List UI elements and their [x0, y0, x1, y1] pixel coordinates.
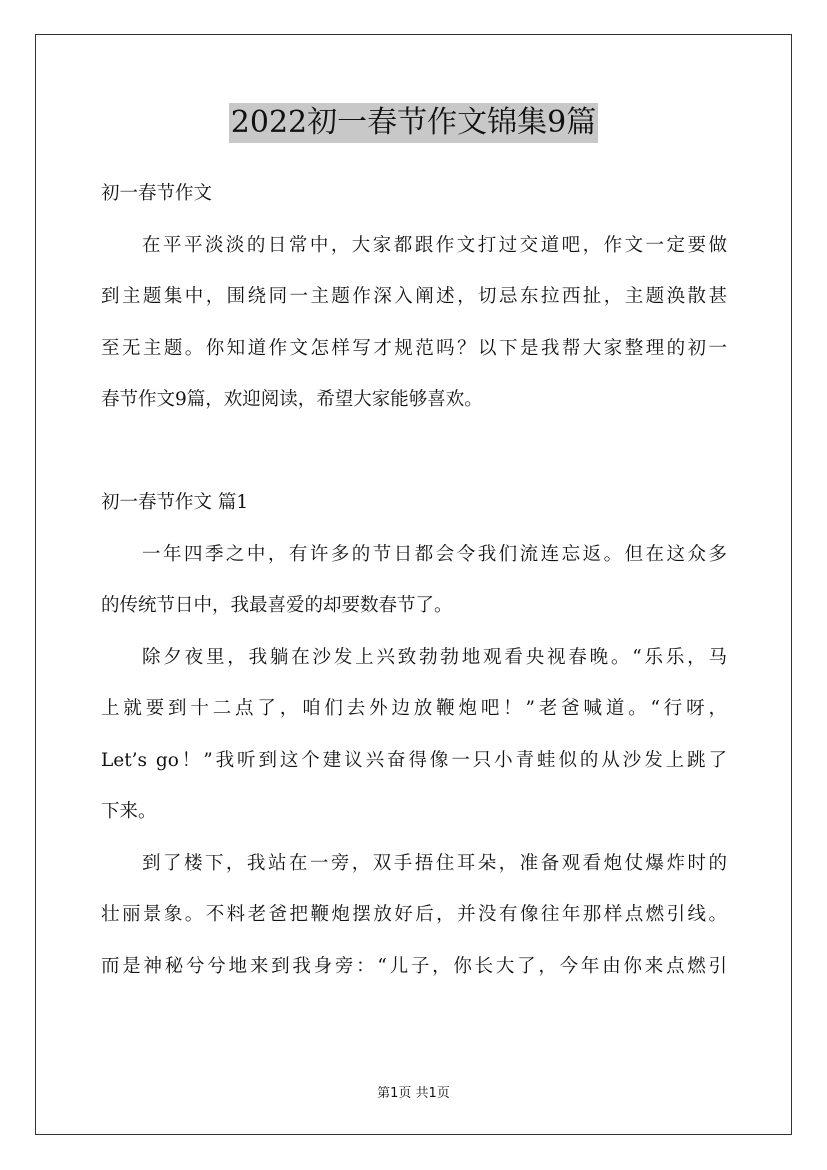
title-wrap [0, 103, 827, 143]
document-title: 2022初一春节作文锦集9篇 [229, 103, 598, 143]
paragraph-line: 到了楼下，我站在一旁，双手捂住耳朵，准备观看炮仗爆炸时的 [142, 852, 727, 874]
paragraph-line: 除夕夜里，我躺在沙发上兴致勃勃地观看央视春晚。“乐乐，马 [142, 646, 727, 668]
paragraph-line: 下来。 [101, 801, 157, 822]
paragraph-line: 上就要到十二点了，咱们去外边放鞭炮吧！”老爸喊道。“行呀， [101, 698, 727, 719]
intro-line: 在平平淡淡的日常中，大家都跟作文打过交道吧，作文一定要做 [142, 234, 727, 256]
intro-line: 至无主题。你知道作文怎样写才规范吗？以下是我帮大家整理的初一 [101, 337, 727, 359]
intro-heading: 初一春节作文 [101, 183, 213, 204]
paragraph-line: Let’s go！”我听到这个建议兴奋得像一只小青蛙似的从沙发上跳了 [101, 749, 727, 771]
paragraph-gap [101, 426, 727, 478]
section-heading: 初一春节作文 篇1 [101, 492, 249, 513]
intro-line: 春节作文9篇，欢迎阅读，希望大家能够喜欢。 [101, 389, 483, 410]
paragraph-line: 壮丽景象。不料老爸把鞭炮摆放好后，并没有像往年那样点燃引线。 [101, 904, 727, 925]
intro-line: 到主题集中，围绕同一主题作深入阐述，切忌东拉西扯，主题涣散甚 [101, 286, 727, 307]
paragraph-line: 一年四季之中，有许多的节日都会令我们流连忘返。但在这众多 [142, 543, 727, 565]
paragraph-line: 的传统节日中，我最喜爱的却要数春节了。 [101, 595, 453, 616]
paragraph-line: 而是神秘兮兮地来到我身旁：“儿子，你长大了，今年由你来点燃引 [101, 955, 727, 977]
document-body [101, 168, 727, 992]
page-footer: 第1页 共1页 [377, 1086, 450, 1101]
